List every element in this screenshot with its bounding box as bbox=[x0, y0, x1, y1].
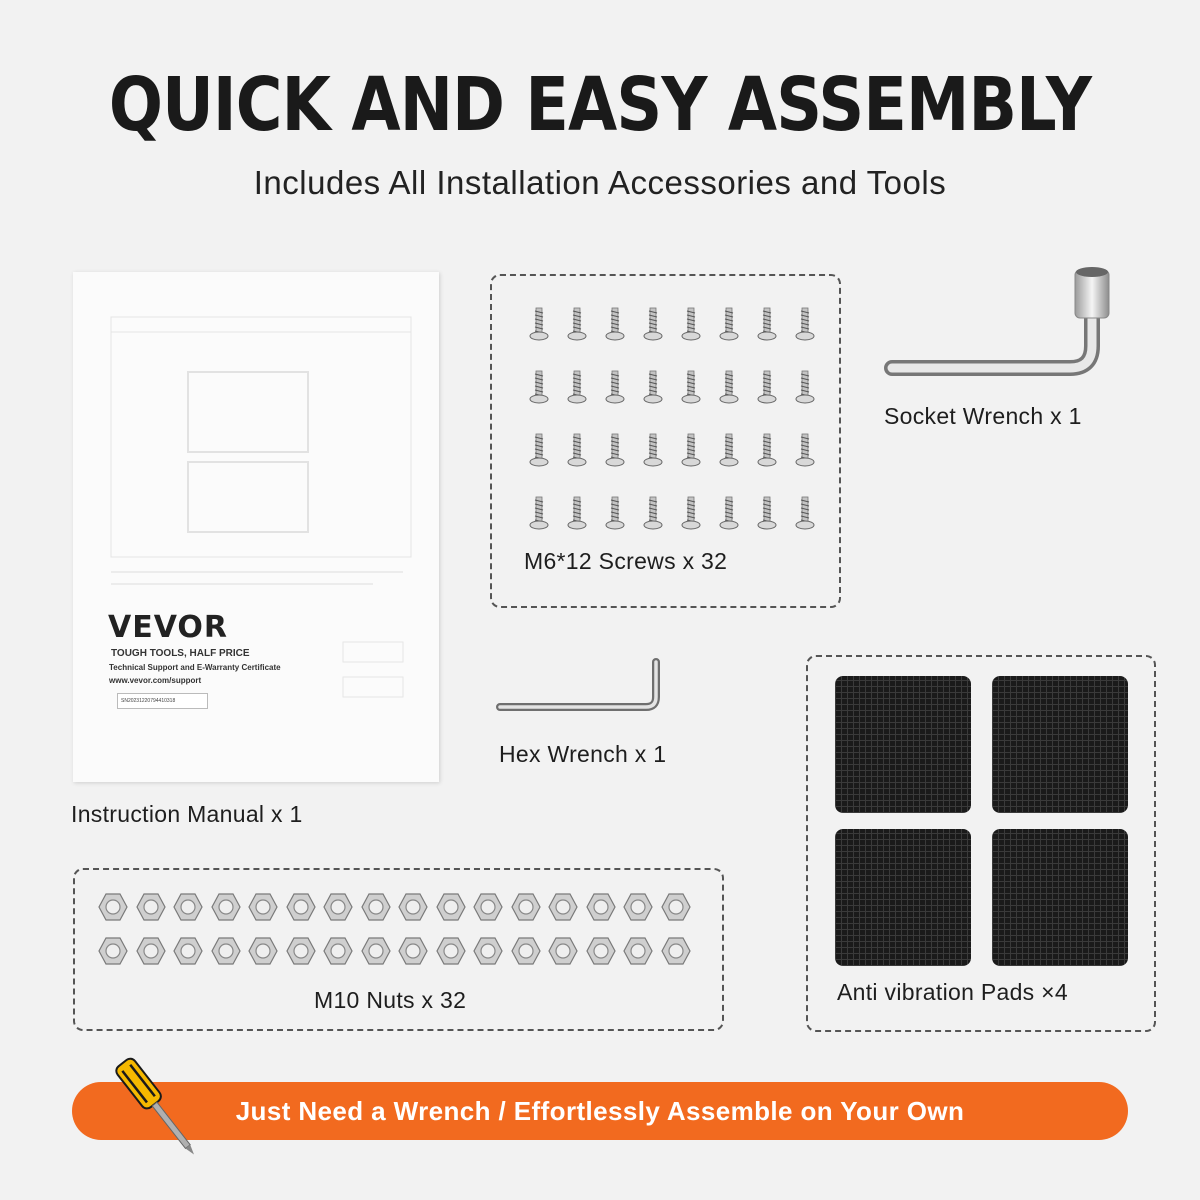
nut-icon bbox=[98, 892, 128, 922]
screw-icon bbox=[788, 494, 826, 534]
manual-label: Instruction Manual x 1 bbox=[71, 801, 303, 827]
screw-icon bbox=[636, 494, 674, 534]
nut-icon bbox=[661, 892, 691, 922]
nut-icon bbox=[136, 892, 166, 922]
nut-icon bbox=[136, 936, 166, 966]
page-title: QUICK AND EASY ASSEMBLY bbox=[108, 62, 1092, 148]
hex-wrench-icon bbox=[494, 652, 670, 718]
screw-icon bbox=[636, 368, 674, 408]
screw-icon bbox=[788, 305, 826, 345]
screw-icon bbox=[560, 368, 598, 408]
nut-icon bbox=[586, 892, 616, 922]
nut-icon bbox=[586, 936, 616, 966]
screw-icon bbox=[636, 431, 674, 471]
nut-icon bbox=[436, 936, 466, 966]
screw-icon bbox=[636, 305, 674, 345]
nuts-grid bbox=[98, 892, 698, 966]
screw-icon bbox=[750, 431, 788, 471]
nut-icon bbox=[623, 936, 653, 966]
nut-icon bbox=[511, 936, 541, 966]
nut-icon bbox=[323, 936, 353, 966]
screw-icon bbox=[598, 368, 636, 408]
screw-icon bbox=[598, 305, 636, 345]
nut-icon bbox=[211, 936, 241, 966]
screw-icon bbox=[598, 494, 636, 534]
screw-icon bbox=[750, 305, 788, 345]
screw-icon bbox=[674, 431, 712, 471]
screw-icon bbox=[522, 368, 560, 408]
nut-icon bbox=[286, 936, 316, 966]
manual-support-text: Technical Support and E-Warranty Certificate bbox=[109, 663, 281, 672]
nut-icon bbox=[286, 892, 316, 922]
socket-wrench-label: Socket Wrench x 1 bbox=[884, 403, 1082, 429]
hex-wrench-label: Hex Wrench x 1 bbox=[499, 741, 667, 767]
socket-wrench-icon bbox=[880, 262, 1120, 392]
anti-vibration-pad bbox=[835, 676, 971, 813]
nut-icon bbox=[398, 936, 428, 966]
nut-icon bbox=[473, 892, 503, 922]
manual-url: www.vevor.com/support bbox=[109, 676, 202, 685]
screw-icon bbox=[788, 431, 826, 471]
screwdriver-icon bbox=[108, 1054, 208, 1166]
nut-icon bbox=[248, 892, 278, 922]
anti-vibration-pad bbox=[992, 676, 1128, 813]
anti-vibration-pad bbox=[835, 829, 971, 966]
page-subtitle: Includes All Installation Accessories and Tools bbox=[253, 164, 947, 201]
screw-icon bbox=[712, 431, 750, 471]
nut-icon bbox=[361, 892, 391, 922]
anti-vibration-pad bbox=[992, 829, 1128, 966]
screw-icon bbox=[712, 305, 750, 345]
screw-icon bbox=[674, 305, 712, 345]
nut-icon bbox=[361, 936, 391, 966]
screw-icon bbox=[674, 368, 712, 408]
screw-icon bbox=[560, 305, 598, 345]
screws-label: M6*12 Screws x 32 bbox=[524, 548, 728, 574]
nut-icon bbox=[248, 936, 278, 966]
nut-icon bbox=[323, 892, 353, 922]
nut-icon bbox=[548, 892, 578, 922]
screw-icon bbox=[788, 368, 826, 408]
screw-icon bbox=[522, 431, 560, 471]
manual-brand-logo: VEVOR bbox=[108, 610, 229, 645]
nuts-label: M10 Nuts x 32 bbox=[314, 987, 467, 1013]
manual-tagline: TOUGH TOOLS, HALF PRICE bbox=[111, 648, 250, 659]
screw-icon bbox=[712, 494, 750, 534]
nut-icon bbox=[211, 892, 241, 922]
nut-icon bbox=[436, 892, 466, 922]
pads-label: Anti vibration Pads ×4 bbox=[837, 979, 1068, 1005]
screw-icon bbox=[560, 431, 598, 471]
screw-icon bbox=[674, 494, 712, 534]
nut-icon bbox=[398, 892, 428, 922]
screw-icon bbox=[598, 431, 636, 471]
nut-icon bbox=[173, 936, 203, 966]
nut-icon bbox=[623, 892, 653, 922]
nut-icon bbox=[98, 936, 128, 966]
assembly-banner: Just Need a Wrench / Effortlessly Assemble on Your Own bbox=[72, 1082, 1128, 1140]
screw-icon bbox=[712, 368, 750, 408]
screw-icon bbox=[750, 494, 788, 534]
nut-icon bbox=[511, 892, 541, 922]
instruction-manual-image bbox=[73, 272, 439, 782]
screw-icon bbox=[750, 368, 788, 408]
nut-icon bbox=[473, 936, 503, 966]
screw-icon bbox=[560, 494, 598, 534]
screw-icon bbox=[522, 494, 560, 534]
nut-icon bbox=[548, 936, 578, 966]
nut-icon bbox=[173, 892, 203, 922]
screw-icon bbox=[522, 305, 560, 345]
nut-icon bbox=[661, 936, 691, 966]
screws-grid bbox=[522, 305, 812, 534]
manual-serial-sticker: SN20231220794410318 bbox=[117, 693, 208, 709]
